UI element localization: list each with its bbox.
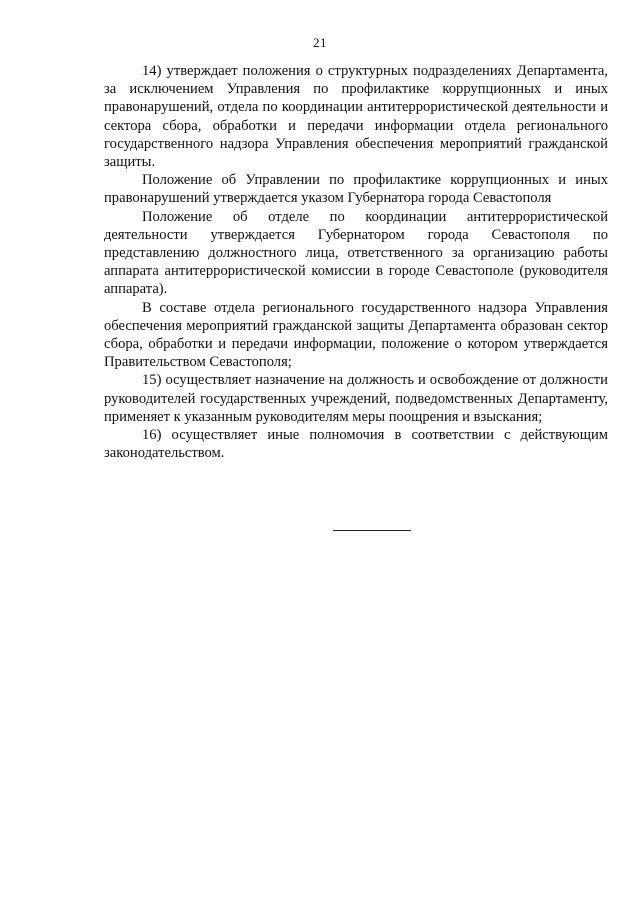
page-number: 21: [313, 35, 327, 50]
paragraph-item-15: 15) осуществляет назначение на должность и освобождение от должности руководителей государственных учреждений, подведомственных Департаменту, применяет к указанным руководителям меры поощрения и взыскания;: [104, 372, 608, 425]
end-of-document-line: [333, 530, 411, 531]
paragraph-item-14: 14) утверждает положения о структурных подразделениях Департамента, за исключением Управления по профилактике коррупционных и иных правонарушений, отдела по координации антитеррористической деятельности и сектора сбора, обработки и передачи информации отдела регионального государственного надзора Управления обеспечения мероприятий гражданской защиты.: [104, 63, 608, 171]
paragraph-item-16: 16) осуществляет иные полномочия в соответствии с действующим законодательством.: [104, 427, 608, 462]
paragraph-information-sector: В составе отдела регионального государственного надзора Управления обеспечения мероприятий гражданской защиты Департамента образован сектор сбора, обработки и передачи информации, положение о котором утверждается Правительством Севастополя;: [104, 299, 608, 371]
document-body: [104, 62, 608, 462]
paragraph-anticorruption-regulation: Положение об Управлении по профилактике коррупционных и иных правонарушений утверждается указом Губернатора города Севастополя: [104, 172, 608, 207]
paragraph-antiterror-regulation: Положение об отделе по координации антитеррористической деятельности утверждается Губернатором города Севастополя по представлению должностного лица, ответственного за организацию работы аппарата антитеррористической комиссии в городе Севастополе (руководителя аппарата).: [104, 208, 608, 298]
